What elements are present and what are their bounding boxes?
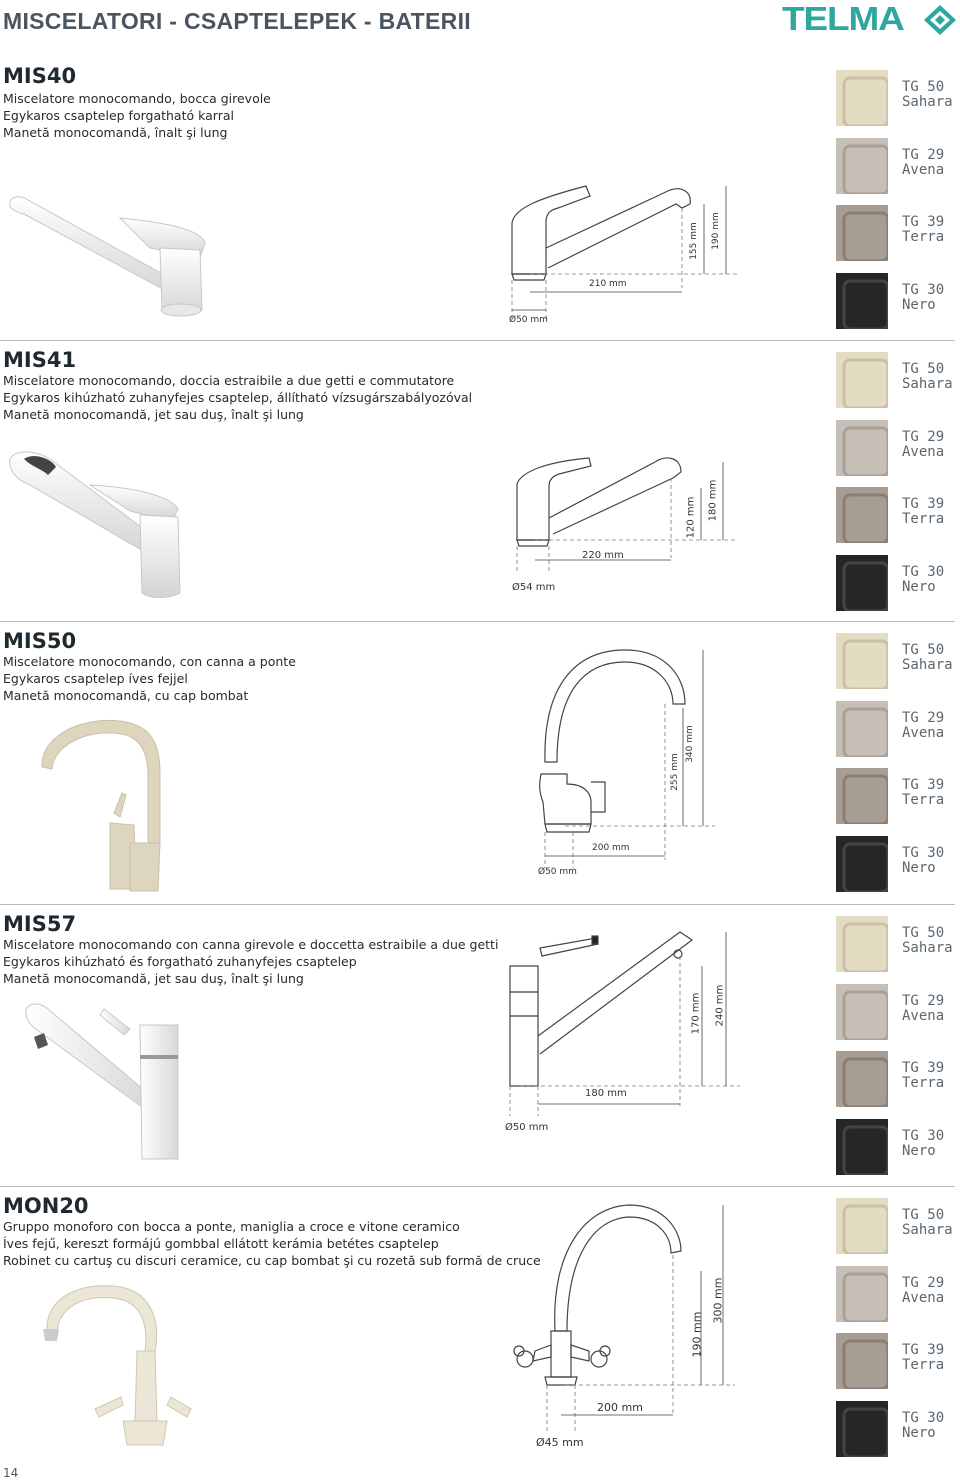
section-divider: [0, 1186, 955, 1187]
swatch-code: TG 30: [902, 844, 945, 861]
swatch-name: Avena: [902, 161, 945, 178]
sink-sample-image: [836, 1266, 888, 1322]
swatch-tg39[interactable]: [836, 1333, 960, 1401]
description-ro: Manetă monocomandă, înalt şi lung: [3, 125, 228, 140]
dimension-height-outer: 300 mm: [711, 1277, 725, 1324]
dimension-height-outer: 240 mm: [714, 984, 726, 1027]
swatch-code: TG 39: [902, 777, 945, 793]
swatch-name: Avena: [902, 443, 945, 460]
product-description: [3, 936, 498, 987]
description-ro: Manetă monocomandă, jet sau duş, înalt şi lung: [3, 407, 304, 422]
diamond-logo-icon: [923, 4, 957, 36]
swatch-name: Nero: [902, 296, 936, 313]
product-photo: [30, 713, 170, 893]
product-code: MIS41: [3, 348, 77, 372]
swatch-tg50[interactable]: [836, 70, 960, 138]
sink-sample-image: [836, 633, 888, 689]
swatch-name: Sahara: [902, 940, 953, 956]
swatch-tg30[interactable]: [836, 273, 960, 341]
product-mis50: [0, 621, 960, 903]
technical-drawing: [500, 178, 740, 328]
swatch-name: Nero: [902, 859, 936, 876]
product-photo: [20, 999, 190, 1164]
swatch-name: Sahara: [902, 94, 953, 110]
product-code: MIS57: [3, 912, 77, 936]
description-it: Miscelatore monocomando, doccia estraibile a due getti e commutatore: [3, 373, 455, 388]
description-ro: Manetă monocomandă, jet sau duş, înalt şi lung: [3, 971, 304, 986]
description-ro: Robinet cu cartuş cu discuri ceramice, cu cap bombat şi cu rozetă sub formă de cruce: [3, 1253, 541, 1268]
swatch-tg29[interactable]: [836, 138, 960, 206]
product-mis57: [0, 904, 960, 1186]
sink-sample-image: [836, 487, 888, 543]
swatch-tg29[interactable]: [836, 984, 960, 1052]
product-code: MON20: [3, 1194, 89, 1218]
swatch-name: Terra: [902, 1075, 945, 1091]
dimension-height-outer: 180 mm: [707, 479, 719, 522]
product-mon20: [0, 1186, 960, 1468]
dimension-base: Ø50 mm: [505, 1122, 549, 1133]
swatch-tg39[interactable]: [836, 768, 960, 836]
swatch-tg50[interactable]: [836, 352, 960, 420]
swatch-name: Nero: [902, 578, 936, 595]
swatch-code: TG 50: [902, 642, 945, 658]
dimension-height-inner: 190 mm: [690, 1311, 704, 1358]
sink-sample-image: [836, 1051, 888, 1107]
description-hu: Egykaros csaptelep íves fejjel: [3, 671, 188, 686]
swatch-code: TG 29: [902, 146, 945, 163]
description-it: Miscelatore monocomando, bocca girevole: [3, 91, 271, 106]
description-hu: Egykaros csaptelep forgatható karral: [3, 108, 234, 123]
color-swatches: [836, 70, 960, 340]
dimension-width: 200 mm: [597, 1401, 643, 1414]
description-it: Miscelatore monocomando, con canna a ponte: [3, 654, 296, 669]
dimension-width: 200 mm: [592, 843, 630, 853]
swatch-tg39[interactable]: [836, 487, 960, 555]
swatch-code: TG 39: [902, 1342, 945, 1358]
swatch-name: Terra: [902, 229, 945, 245]
swatch-tg39[interactable]: [836, 205, 960, 273]
swatch-code: TG 29: [902, 1274, 945, 1291]
swatch-name: Nero: [902, 1142, 936, 1159]
swatch-code: TG 30: [902, 563, 945, 580]
swatch-code: TG 29: [902, 428, 945, 445]
sink-sample-image: [836, 916, 888, 972]
dimension-width: 220 mm: [582, 550, 624, 561]
dimension-base: Ø50 mm: [509, 315, 548, 325]
swatch-name: Nero: [902, 1424, 936, 1441]
swatch-tg30[interactable]: [836, 836, 960, 904]
swatch-code: TG 50: [902, 361, 945, 377]
swatch-code: TG 30: [902, 1127, 945, 1144]
description-hu: Íves fejű, kereszt formájú gombbal ellátott kerámia betétes csaptelep: [3, 1236, 439, 1251]
swatch-name: Sahara: [902, 657, 953, 673]
swatch-tg39[interactable]: [836, 1051, 960, 1119]
swatch-code: TG 30: [902, 281, 945, 298]
sink-sample-image: [836, 836, 888, 892]
product-description: [3, 372, 472, 423]
description-hu: Egykaros kihúzható zuhanyfejes csaptelep, állítható vízsugárszabályozóval: [3, 390, 473, 405]
sink-sample-image: [836, 1333, 888, 1389]
product-photo: [35, 1281, 195, 1449]
sink-sample-image: [836, 555, 888, 611]
section-divider: [0, 621, 955, 622]
dimension-height-inner: 255 mm: [670, 753, 680, 791]
product-description: [3, 1218, 541, 1269]
product-description: [3, 90, 271, 141]
color-swatches: [836, 633, 960, 903]
swatch-code: TG 29: [902, 709, 945, 726]
description-ro: Manetă monocomandă, cu cap bombat: [3, 688, 249, 703]
sink-sample-image: [836, 352, 888, 408]
dimension-height-inner: 170 mm: [690, 992, 702, 1035]
sink-sample-image: [836, 768, 888, 824]
dimension-base: Ø54 mm: [512, 582, 556, 593]
swatch-name: Terra: [902, 1357, 945, 1373]
brand-logo: [782, 2, 957, 36]
dimension-width: 180 mm: [585, 1088, 627, 1099]
dimension-width: 210 mm: [589, 279, 627, 289]
sink-sample-image: [836, 205, 888, 261]
swatch-name: Avena: [902, 1289, 945, 1306]
swatch-code: TG 29: [902, 992, 945, 1009]
description-hu: Egykaros kihúzható és forgatható zuhanyfejes csaptelep: [3, 954, 357, 969]
swatch-tg30[interactable]: [836, 1119, 960, 1187]
swatch-tg29[interactable]: [836, 420, 960, 488]
product-code: MIS50: [3, 629, 77, 653]
brand-name: TELMA: [782, 0, 904, 37]
dimension-height-inner: 155 mm: [689, 222, 699, 260]
swatch-code: TG 50: [902, 925, 945, 941]
sink-sample-image: [836, 70, 888, 126]
swatch-name: Avena: [902, 1007, 945, 1024]
description-it: Gruppo monoforo con bocca a ponte, maniglia a croce e vitone ceramico: [3, 1219, 460, 1234]
swatch-code: TG 39: [902, 214, 945, 230]
swatch-tg29[interactable]: [836, 1266, 960, 1334]
dimension-base: Ø50 mm: [538, 867, 577, 877]
section-divider: [0, 340, 955, 341]
product-photo: [0, 188, 220, 318]
sink-sample-image: [836, 420, 888, 476]
description-it: Miscelatore monocomando con canna girevole e doccetta estraibile a due getti: [3, 937, 499, 952]
swatch-name: Terra: [902, 511, 945, 527]
swatch-tg30[interactable]: [836, 1401, 960, 1469]
swatch-code: TG 50: [902, 79, 945, 95]
swatch-tg29[interactable]: [836, 701, 960, 769]
sink-sample-image: [836, 701, 888, 757]
sink-sample-image: [836, 1198, 888, 1254]
sink-sample-image: [836, 984, 888, 1040]
dimension-base: Ø45 mm: [536, 1436, 584, 1449]
swatch-code: TG 39: [902, 496, 945, 512]
product-mis40: [0, 60, 960, 342]
page-number: 14: [3, 1466, 19, 1480]
product-description: [3, 653, 296, 704]
product-photo: [0, 445, 200, 605]
sink-sample-image: [836, 273, 888, 329]
swatch-code: TG 39: [902, 1060, 945, 1076]
product-mis41: [0, 340, 960, 622]
dimension-height-outer: 340 mm: [685, 725, 695, 763]
swatch-tg50[interactable]: [836, 1198, 960, 1266]
section-divider: [0, 904, 955, 905]
swatch-code: TG 50: [902, 1207, 945, 1223]
color-swatches: [836, 352, 960, 622]
color-swatches: [836, 916, 960, 1186]
swatch-tg50[interactable]: [836, 633, 960, 701]
swatch-name: Sahara: [902, 1222, 953, 1238]
swatch-name: Sahara: [902, 376, 953, 392]
dimension-height-outer: 190 mm: [711, 212, 721, 250]
color-swatches: [836, 1198, 960, 1468]
sink-sample-image: [836, 1401, 888, 1457]
swatch-name: Terra: [902, 792, 945, 808]
swatch-tg30[interactable]: [836, 555, 960, 623]
product-code: MIS40: [3, 64, 77, 88]
sink-sample-image: [836, 1119, 888, 1175]
swatch-tg50[interactable]: [836, 916, 960, 984]
swatch-code: TG 30: [902, 1409, 945, 1426]
swatch-name: Avena: [902, 724, 945, 741]
sink-sample-image: [836, 138, 888, 194]
dimension-height-inner: 120 mm: [685, 496, 697, 539]
page-title: MISCELATORI - CSAPTELEPEK - BATERII: [3, 8, 471, 34]
